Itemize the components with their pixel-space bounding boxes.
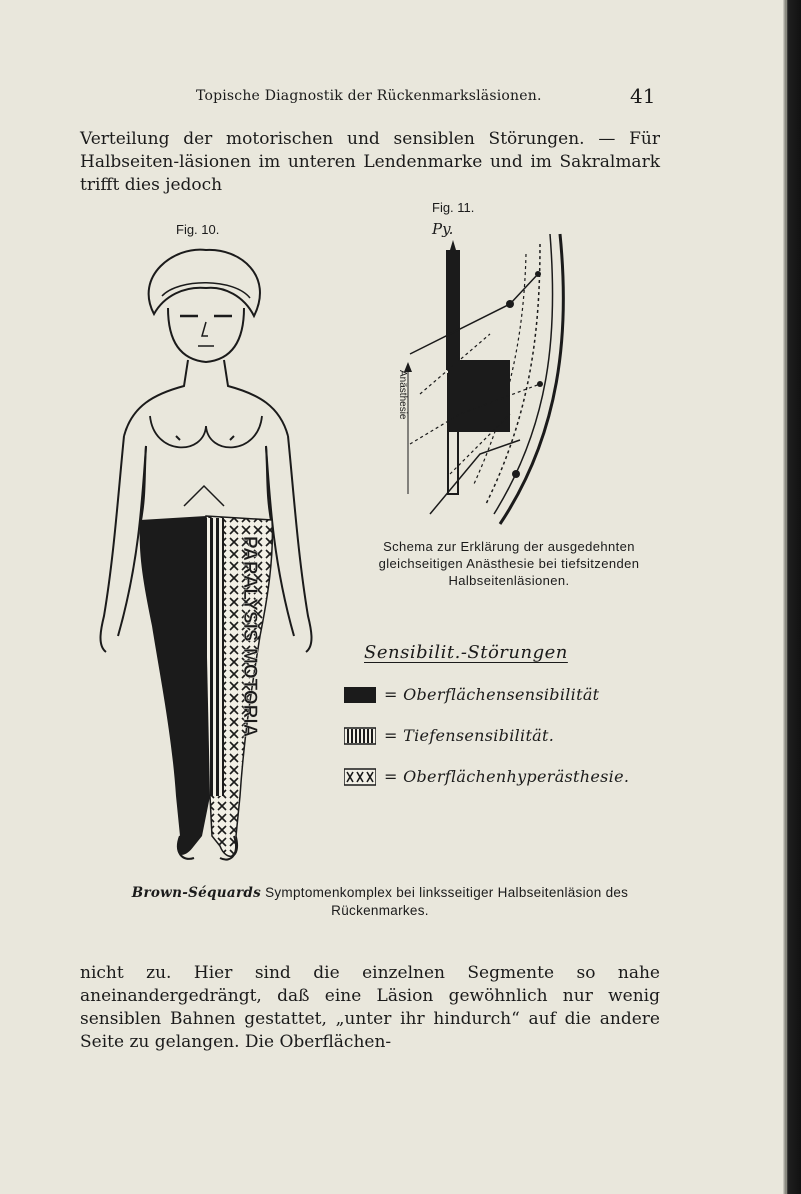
- vertical-stripes-swatch: [344, 727, 376, 745]
- paragraph-top: Verteilung der motorischen und sensiblen Störungen. — Für Halbseiten-läsionen im unteren Lendenmarke und im Sakralmark trifft dies jedoch: [80, 129, 660, 195]
- figure-11-label: Fig. 11.: [432, 200, 475, 215]
- legend-row-solid: [344, 685, 674, 704]
- cross-hatch-swatch: [344, 768, 376, 786]
- caption-author: Brown-Séquards: [131, 885, 262, 901]
- legend-row-crosshatch: [344, 767, 674, 786]
- legend-text-crosshatch: = Oberflächenhyperästhesie.: [384, 767, 630, 786]
- figure-10-label: Fig. 10.: [176, 222, 220, 237]
- legend-title: Sensibilit.-Störungen: [364, 642, 568, 663]
- anaesthesie-label: Anästhesie: [397, 370, 408, 420]
- page-number: 41: [630, 84, 656, 108]
- caption-text: Symptomenkomplex bei linksseitiger Halbseitenläsion des Rückenmarkes.: [261, 885, 629, 918]
- solid-black-swatch: [344, 686, 376, 704]
- motoria-label: MOTORIA: [239, 648, 260, 738]
- py-label: Py.: [432, 220, 454, 238]
- paralysis-label: PARALYSIS: [239, 536, 260, 642]
- paragraph-bottom: nicht zu. Hier sind die einzelnen Segmente so nahe aneinandergedrängt, daß eine Läsion gewöhnlich nur wenig sensiblen Bahnen gestattet, „unter ihr hindurch“ auf die andere Seite zu gelangen. Die Oberflächen-: [80, 963, 660, 1052]
- legend-text-stripes: = Tiefensensibilität.: [384, 726, 555, 745]
- figure-11-schematic: [390, 214, 580, 536]
- running-head: Topische Diagnostik der Rückenmarksläsionen.: [196, 88, 542, 104]
- legend-row-stripes: [344, 726, 674, 745]
- figure-11-caption: Schema zur Erklärung der ausgedehnten gleichseitigen Anästhesie bei tiefsitzenden Halbseitenläsionen.: [378, 539, 640, 588]
- page-edge: [783, 0, 801, 1194]
- figure-10-body-diagram: [84, 236, 324, 876]
- legend: [344, 642, 674, 786]
- legend-text-solid: = Oberflächensensibilität: [384, 685, 600, 704]
- figure-10-caption: [110, 884, 650, 920]
